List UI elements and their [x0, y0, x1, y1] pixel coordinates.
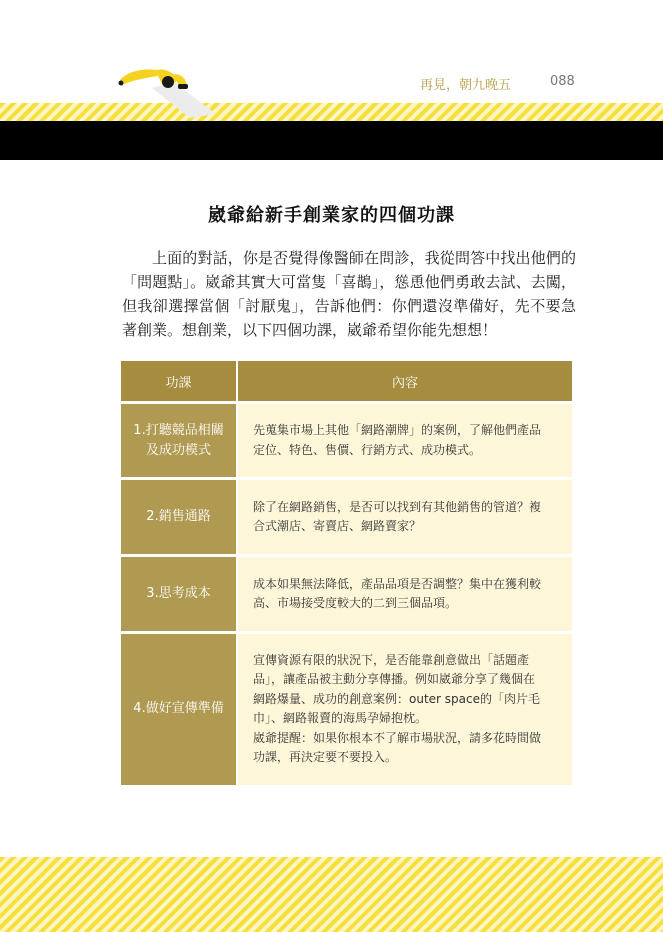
column-header-course: 功課: [121, 361, 237, 403]
table-row: [121, 556, 572, 633]
column-header-content: 內容: [237, 361, 572, 403]
content-cell: [237, 556, 572, 633]
page-number: 088: [550, 74, 575, 89]
table-header-row: [121, 361, 572, 403]
content-line: 高、市場接受度較大的二到三個品項。: [253, 596, 458, 610]
content-cell: [237, 633, 572, 785]
bottom-stripe-band: [0, 857, 663, 932]
content-line: 崴爺提醒：如果你根本不了解市場狀況，請多花時間做: [253, 730, 542, 745]
course-cell: [121, 556, 237, 633]
table-row: [121, 479, 572, 556]
content-line: 功課，再決定要不要投入。: [253, 750, 398, 765]
course-line: 3.思考成本: [146, 586, 211, 601]
mascot-illustration-icon: [112, 58, 222, 118]
intro-paragraph: 上面的對話，你是否覺得像醫師在問診，我從問答中找出他們的「問題點」。崴爺其實大可當隻「喜鵲」，慫恿他們勇敢去試、去闖，但我卻選擇當個「討厭鬼」，告訴他們：你們還沒準備好，先不要急著創業。想創業，以下四個功課，崴爺希望你能先想想！: [122, 249, 576, 339]
content-line: 成本如果無法降低，產品品項是否調整？集中在獲利較: [253, 576, 542, 591]
content-line: 品」，讓產品被主動分享傳播。例如崴爺分享了幾個在: [253, 672, 536, 687]
course-line: 2.銷售通路: [146, 509, 211, 524]
running-head: 再見，朝九晚五: [420, 78, 512, 93]
content-line: 巾」、網路報賣的海馬孕婦抱枕。: [253, 711, 428, 726]
content-line: 定位、特色、售價、行銷方式、成功模式。: [253, 442, 482, 457]
content-line: 網路爆量、成功的創意案例：outer space的「肉片毛: [253, 691, 540, 706]
content-cell: [237, 479, 572, 556]
content-cell: [237, 403, 572, 479]
course-cell: [121, 403, 237, 479]
course-line: 及成功模式: [145, 442, 211, 458]
course-line: 4.做好宣傳準備: [133, 701, 224, 717]
header-black-bar: [0, 121, 663, 160]
section-title: 崴爺給新手創業家的四個功課: [208, 205, 455, 226]
course-line: 1.打聽競品相關: [133, 422, 224, 438]
content-line: 除了在網路銷售，是否可以找到有其他銷售的管道？複: [253, 499, 542, 514]
content-line: 合式潮店、寄賣店、網路賣家？: [253, 519, 422, 533]
table-row: [121, 403, 572, 479]
content-line: 宣傳資源有限的狀況下，是否能靠創意做出「話題產: [253, 652, 530, 667]
table-row: [121, 633, 572, 785]
course-cell: [121, 633, 237, 785]
course-cell: [121, 479, 237, 556]
content-line: 先蒐集市場上其他「網路潮牌」的案例，了解他們產品: [253, 423, 542, 437]
top-stripe-band: [0, 103, 663, 121]
course-table: [121, 361, 572, 785]
